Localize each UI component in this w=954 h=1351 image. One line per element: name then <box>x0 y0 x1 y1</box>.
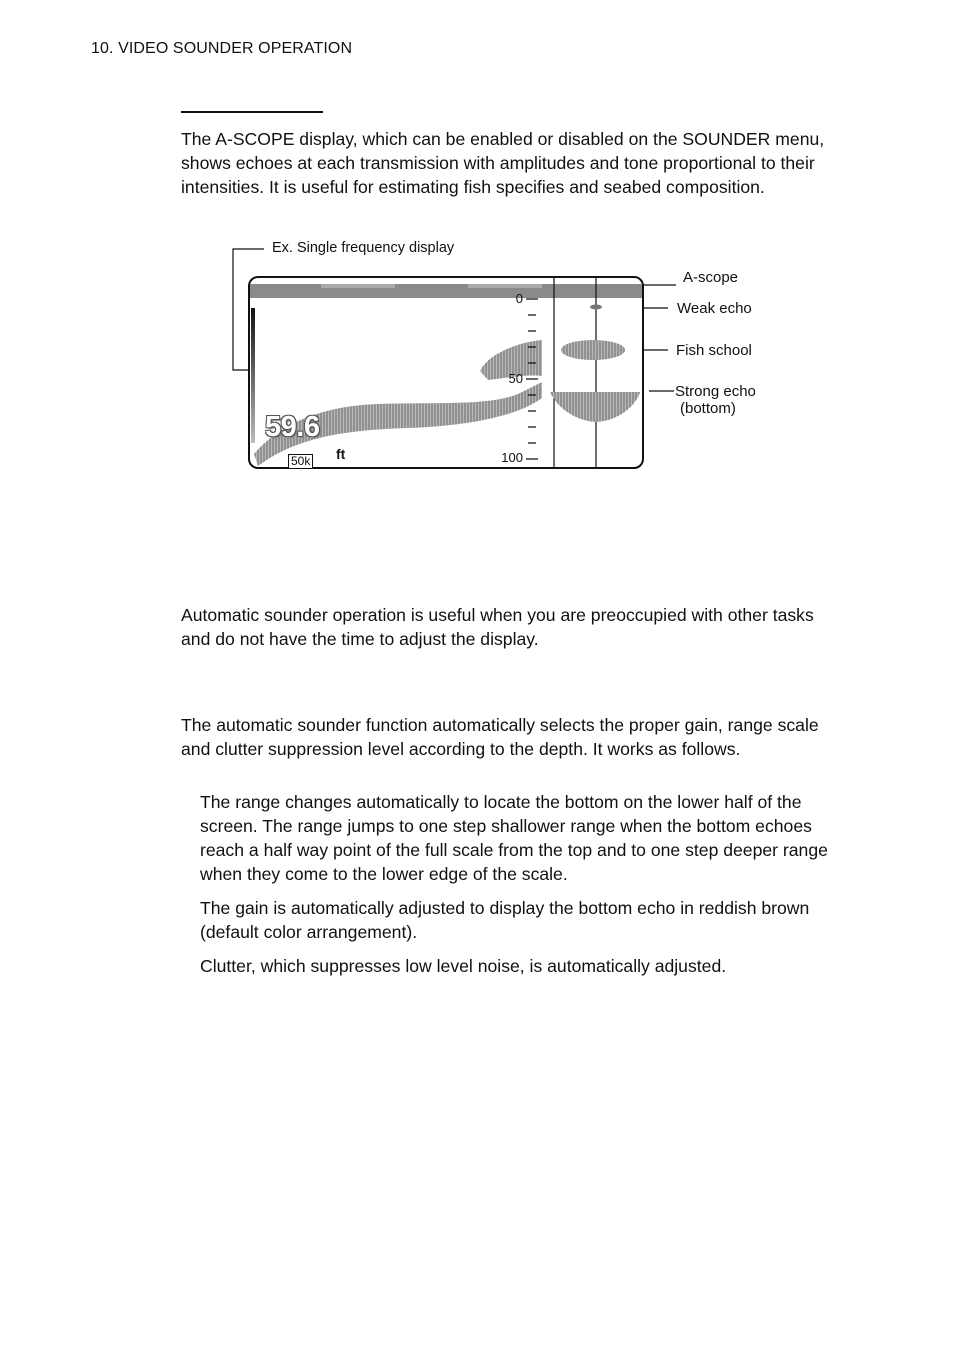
ascope-figure <box>0 0 954 500</box>
list-item: Clutter, which suppresses low level noise, is automatically adjusted. <box>200 956 727 976</box>
list-item: The range changes automatically to locate the bottom on the lower half of the screen. The range jumps to one step shallower range when the bottom echoes reach a half way point of the full scale from the top and to one step deeper range when they come to the lower edge of the scale. <box>200 792 828 884</box>
scale-label-50: 50 <box>508 371 523 386</box>
example-label: Ex. Single frequency display <box>272 240 455 256</box>
unit-label: ft <box>336 446 346 462</box>
ascope-intro-paragraph: The A-SCOPE display, which can be enabled or disabled on the SOUNDER menu, shows echoes at each transmission with amplitudes and tone proportional to their intensities. It is useful for estimating fish specifies and seabed composition. <box>181 129 825 197</box>
callout-weak-echo: Weak echo <box>677 300 752 317</box>
callout-strong-echo <box>675 383 756 417</box>
callout-strong-echo-line2: (bottom) <box>680 400 736 417</box>
callout-strong-echo-line1: Strong echo <box>675 383 756 400</box>
depth-readout: 59.6 <box>265 411 320 443</box>
auto-intro-paragraph: Automatic sounder operation is useful when you are preoccupied with other tasks and do not have the time to adjust the display. <box>181 605 814 649</box>
callout-ascope: A-scope <box>683 269 739 286</box>
list-item: The gain is automatically adjusted to display the bottom echo in reddish brown (default color arrangement). <box>200 898 810 942</box>
section-header: 10. VIDEO SOUNDER OPERATION <box>91 40 353 57</box>
scale-label-100: 100 <box>501 450 523 465</box>
frequency-badge: 50k <box>288 454 313 469</box>
auto-how-paragraph: The automatic sounder function automatically selects the proper gain, range scale and clutter suppression level according to the depth. It works as follows. <box>181 715 819 759</box>
scale-label-0: 0 <box>515 291 523 306</box>
callout-fish-school: Fish school <box>676 342 752 359</box>
